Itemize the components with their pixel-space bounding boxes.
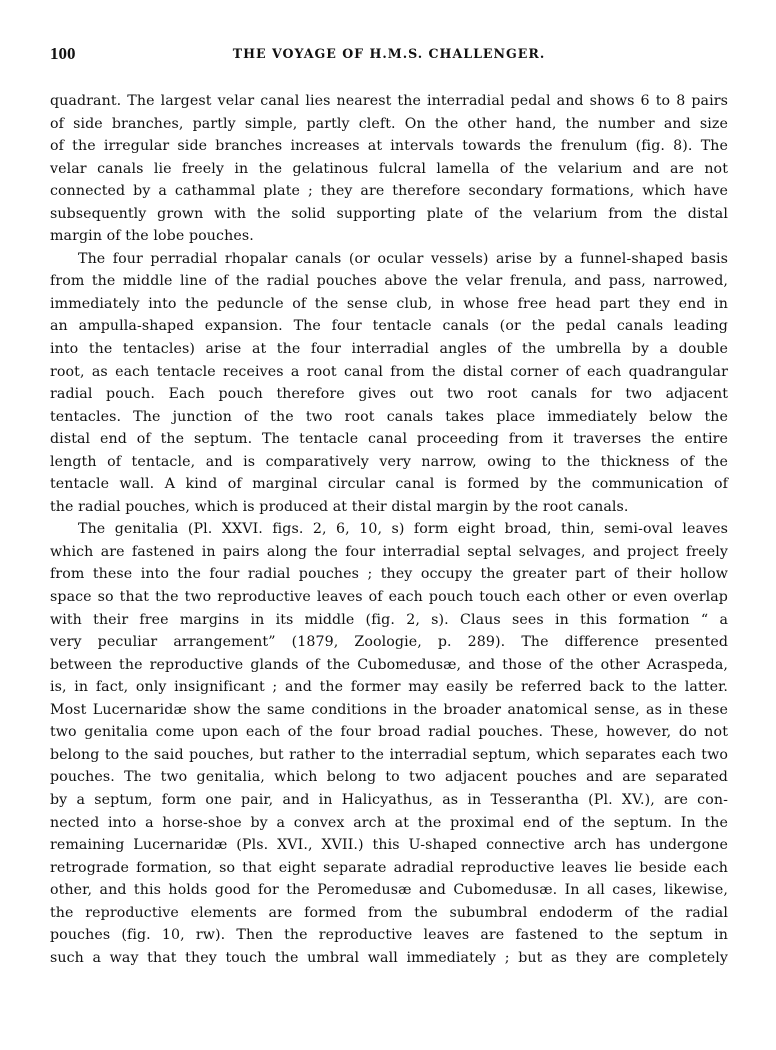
text-line: pouches (fig. 10, rw). Then the reproductive leaves are fastened to the septum in bbox=[50, 927, 728, 944]
text-line: space so that the two reproductive leaves of each pouch touch each other or even overlap bbox=[50, 589, 728, 606]
text-line: from these into the four radial pouches ; they occupy the greater part of their hollow bbox=[50, 566, 728, 583]
text-line: such a way that they touch the umbral wall immediately ; but as they are completely bbox=[50, 949, 728, 966]
text-line: into the tentacles) arise at the four interradial angles of the umbrella by a double bbox=[50, 341, 728, 358]
text-line: remaining Lucernaridæ (Pls. XVI., XVII.) this U-shaped connective arch has undergone bbox=[50, 837, 728, 854]
body-text bbox=[50, 90, 728, 969]
text-line: an ampulla-shaped expansion. The four tentacle canals (or the pedal canals leading bbox=[50, 318, 728, 335]
text-line: retrograde formation, so that eight separate adradial reproductive leaves lie beside each bbox=[50, 859, 728, 876]
text-line: root, as each tentacle receives a root canal from the distal corner of each quadrangular bbox=[50, 363, 728, 380]
text-line: tentacles. The junction of the two root canals takes place immediately below the bbox=[50, 408, 728, 425]
text-line: quadrant. The largest velar canal lies nearest the interradial pedal and shows 6 to 8 pairs bbox=[50, 93, 728, 109]
text-line: the radial pouches, which is produced at their distal margin by the root canals. bbox=[50, 498, 629, 515]
text-line: the reproductive elements are formed from the subumbral endoderm of the radial bbox=[50, 904, 728, 921]
text-line: which are fastened in pairs along the four interradial septal selvages, and project freely bbox=[50, 543, 728, 560]
page-number: 100 bbox=[50, 44, 76, 63]
running-head bbox=[50, 44, 728, 68]
text-line: from the middle line of the radial pouches above the velar frenula, and pass, narrowed, bbox=[50, 273, 728, 290]
text-line: belong to the said pouches, but rather to the interradial septum, which separates each two bbox=[50, 746, 728, 763]
text-line: subsequently grown with the solid supporting plate of the velarium from the distal bbox=[50, 205, 728, 222]
text-line: with their free margins in its middle (fig. 2, s). Claus sees in this formation “ a bbox=[50, 611, 728, 628]
text-line: immediately into the peduncle of the sense club, in whose free head part they end in bbox=[50, 295, 728, 312]
text-line: pouches. The two genitalia, which belong to two adjacent pouches and are separated bbox=[50, 769, 728, 786]
text-line: connected by a cathammal plate ; they are therefore secondary formations, which have bbox=[50, 183, 728, 200]
text-line: of side branches, partly simple, partly cleft. On the other hand, the number and size bbox=[50, 115, 728, 132]
text-line: two genitalia come upon each of the four broad radial pouches. These, however, do not bbox=[50, 724, 728, 741]
text-line: of the irregular side branches increases at intervals towards the frenulum (fig. 8). The bbox=[50, 138, 728, 155]
text-line: is, in fact, only insignificant ; and the former may easily be referred back to the latter. bbox=[50, 679, 728, 696]
text-line: other, and this holds good for the Peromedusæ and Cubomedusæ. In all cases, likewise, bbox=[50, 882, 728, 899]
text-line: velar canals lie freely in the gelatinous fulcral lamella of the velarium and are not bbox=[50, 160, 728, 177]
text-line: tentacle wall. A kind of marginal circular canal is formed by the communication of bbox=[50, 476, 728, 493]
text-line: radial pouch. Each pouch therefore gives out two root canals for two adjacent bbox=[50, 386, 728, 403]
text-line: nected into a horse-shoe by a convex arch at the proximal end of the septum. In the bbox=[50, 814, 728, 831]
text-line: by a septum, form one pair, and in Halicyathus, as in Tesserantha (Pl. XV.), are con- bbox=[50, 791, 728, 808]
paragraph-first-line: The four perradial rhopalar canals (or ocular vessels) arise by a funnel-shaped basis bbox=[78, 250, 728, 267]
paragraph-first-line: The genitalia (Pl. XXVI. figs. 2, 6, 10, s) form eight broad, thin, semi-oval leaves bbox=[78, 521, 728, 538]
text-line: between the reproductive glands of the Cubomedusæ, and those of the other Acraspeda, bbox=[50, 656, 728, 673]
text-line: very peculiar arrangement” (1879, Zoologie, p. 289). The difference presented bbox=[50, 634, 728, 651]
text-line: margin of the lobe pouches. bbox=[50, 228, 254, 245]
text-line: length of tentacle, and is comparatively very narrow, owing to the thickness of the bbox=[50, 453, 728, 470]
text-line: distal end of the septum. The tentacle canal proceeding from it traverses the entire bbox=[50, 431, 728, 448]
text-line: Most Lucernaridæ show the same conditions in the broader anatomical sense, as in these bbox=[50, 701, 728, 718]
running-title: THE VOYAGE OF H.M.S. CHALLENGER. bbox=[232, 46, 546, 61]
